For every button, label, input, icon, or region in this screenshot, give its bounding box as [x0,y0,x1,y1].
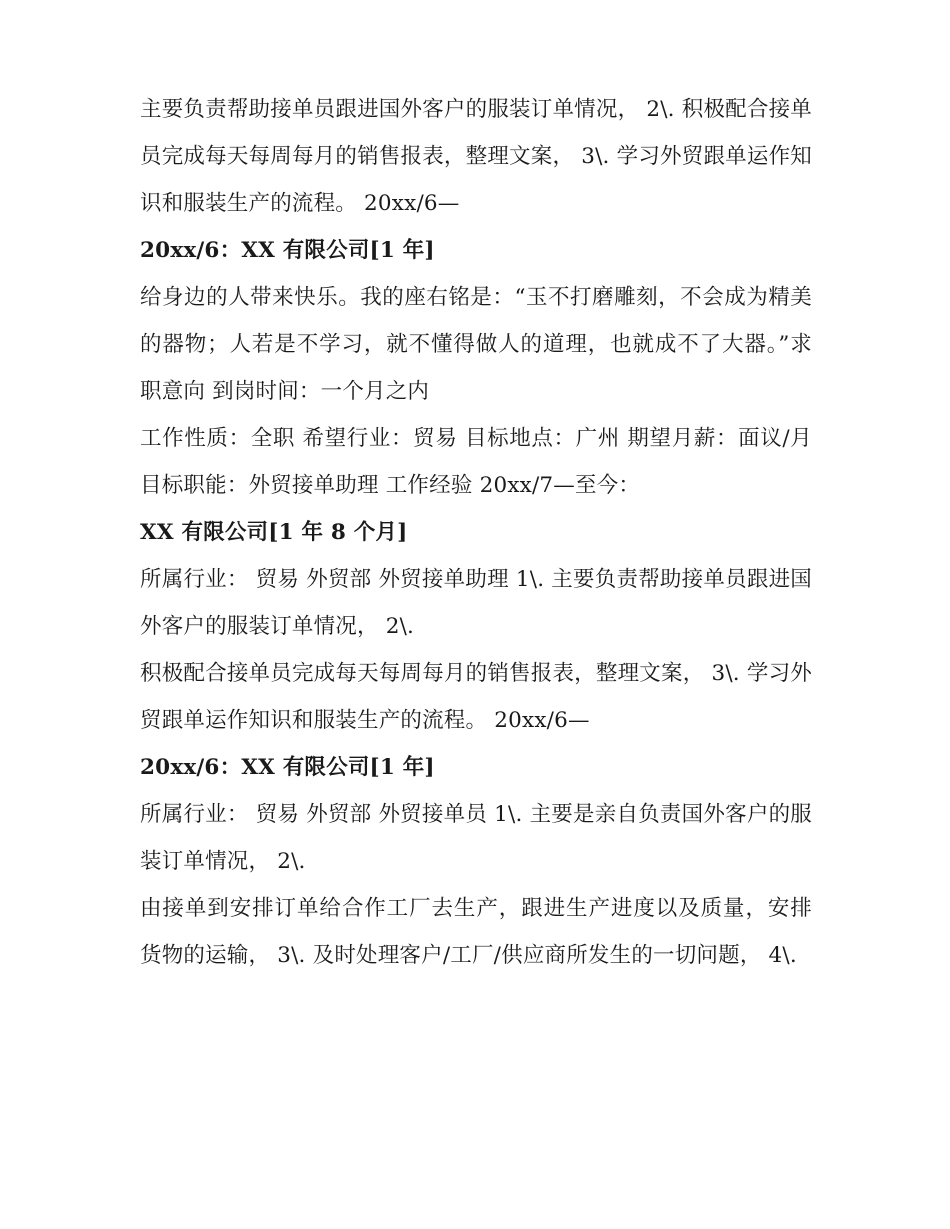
paragraph: 积极配合接单员完成每天每周每月的销售报表，整理文案， 3\. 学习外贸跟单运作知识和服装生产的流程。 20xx/6— [140,661,812,733]
paragraph: 20xx/6：XX 有限公司[1 年] [140,755,435,780]
paragraph: XX 有限公司[1 年 8 个月] [140,520,408,545]
paragraph: 主要负责帮助接单员跟进国外客户的服装订单情况， 2\. 积极配合接单员完成每天每周每月的销售报表，整理文案， 3\. 学习外贸跟单运作知识和服装生产的流程。 20xx/6— [140,97,812,216]
paragraph: 工作性质：全职 希望行业：贸易 目标地点：广州 期望月薪：面议/月 目标职能：外贸接单助理 工作经验 20xx/7—至今： [140,426,812,498]
paragraph: 给身边的人带来快乐。我的座右铭是：“玉不打磨雕刻，不会成为精美的器物；人若是不学习，就不懂得做人的道理，也就成不了大器。”求职意向 到岗时间：一个月之内 [140,285,812,404]
paragraph: 20xx/6：XX 有限公司[1 年] [140,238,435,263]
paragraph: 所属行业： 贸易 外贸部 外贸接单助理 1\. 主要负责帮助接单员跟进国外客户的服装订单情况， 2\. [140,567,812,639]
paragraph: 由接单到安排订单给合作工厂去生产，跟进生产进度以及质量，安排货物的运输， 3\. 及时处理客户/工厂/供应商所发生的一切问题， 4\. [140,896,812,968]
paragraph: 所属行业： 贸易 外贸部 外贸接单员 1\. 主要是亲自负责国外客户的服装订单情况， 2\. [140,802,812,874]
document-body [140,86,812,979]
